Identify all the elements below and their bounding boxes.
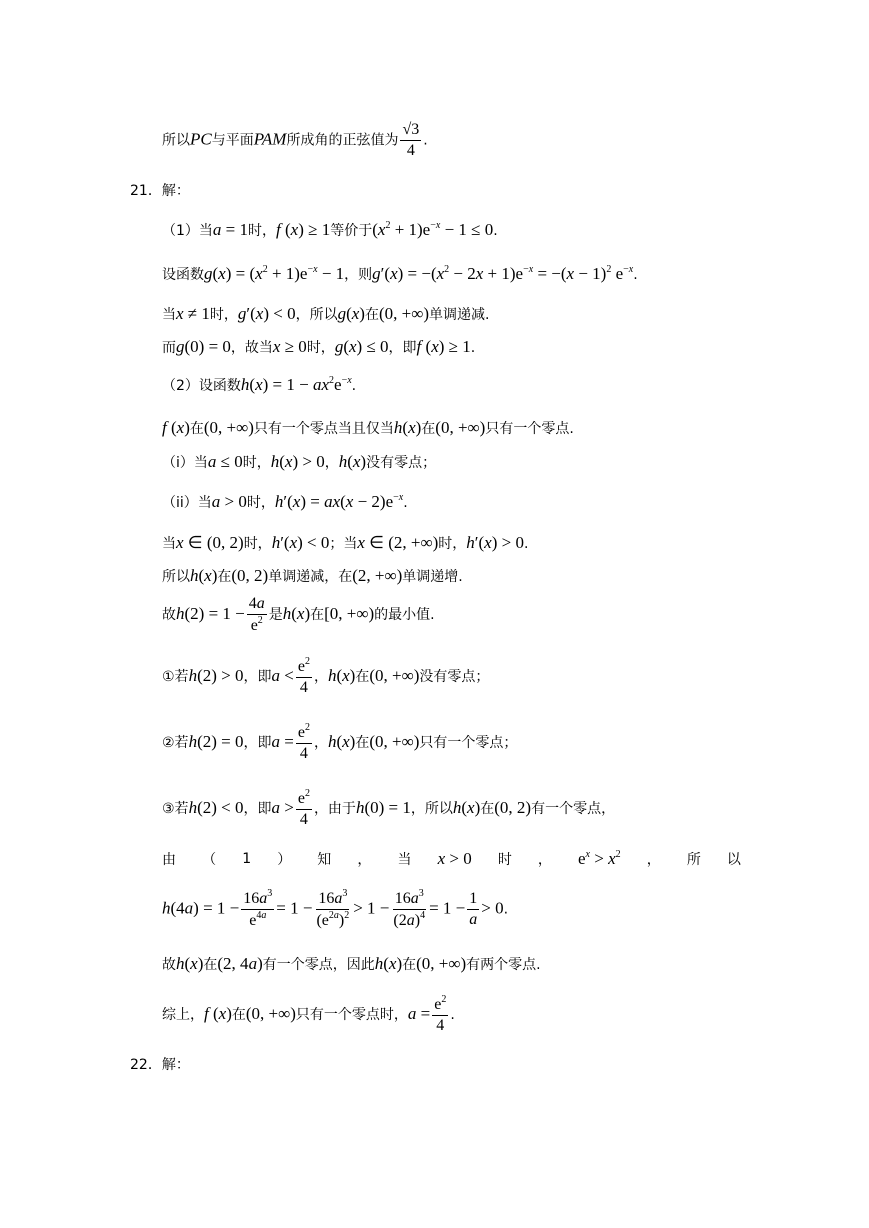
h-monotonic-line: 所以h(x)在(0, 2)单调递减，在(2, +∞)单调递增. (162, 566, 463, 585)
g-definition-line: 设函数$g(x) = (x^2 + 1)e^{-x} - 1$，则$g'(x) = -(x^2 - 2x + 1)e^{-x} = -(x - 1)^2$ $e^{-x}$. (162, 264, 638, 283)
justified-line: 由 （ 1 ） 知 ， 当 x > 0 时 ， $e^x > x^2$ ， 所 以 (162, 849, 741, 868)
part2-statement: （2）设函数$h(x) = 1 - ax^2e^{-x}$. (162, 375, 357, 394)
case-3-line: ③若h(2) < 0，即a > $\frac{e^2}{4}$ ，由于h(0) = 1，所以h(x)在(0, 2)有一个零点， (162, 788, 616, 828)
question-21-heading: 21．解： (130, 183, 190, 199)
equivalence-line: f (x)在(0, +∞)只有一个零点当且仅当h(x)在(0, +∞)只有一个零点. (162, 418, 574, 437)
g-zero-line: 而g(0) = 0，故当x ≥ 0时，g(x) ≤ 0，即f (x) ≥ 1. (162, 337, 476, 356)
case-i-line: （i）当a ≤ 0时，h(x) > 0，h(x)没有零点； (162, 452, 437, 471)
conclusion-line: 所以PC与平面PAM所成角的正弦值为 $\frac{√3}{4}$ . (162, 121, 428, 159)
fraction-sqrt3-over-4: $\frac{√3}{4}$ (402, 121, 420, 159)
minimum-line: 故h(2) = 1 − $\frac{4a}{e^2}$ 是h(x)在[0, +∞)的最小值. (162, 595, 435, 634)
summary-line: 综上，f (x)在(0, +∞)只有一个零点时，a = $\frac{e^2}{4}$ . (162, 994, 455, 1034)
g-monotonic-line: 当x ≠ 1时，g′(x) < 0，所以g(x)在(0, +∞)单调递减. (162, 304, 490, 323)
case-2-line: ②若h(2) = 0，即a = $\frac{e^2}{4}$ ，h(x)在(0, +∞)只有一个零点； (162, 722, 518, 762)
two-zeros-line: 故h(x)在(2, 4a)有一个零点，因此h(x)在(0, +∞)有两个零点. (162, 954, 541, 973)
case-1-line: ①若h(2) > 0，即a < $\frac{e^2}{4}$ ，h(x)在(0, +∞)没有零点； (162, 656, 490, 696)
derivative-sign-line: 当x ∈ (0, 2)时，h′(x) < 0；当x ∈ (2, +∞)时，h′(x) > 0. (162, 533, 529, 552)
question-22-heading: 22．解： (130, 1057, 190, 1073)
part1-statement: （1）当a = 1时，f (x) ≥ 1等价于$(x^2 + 1)e^{-x} - 1 \le 0$. (162, 220, 498, 239)
case-ii-line: （ii）当a > 0时，$h'(x) = ax(x - 2)e^{-x}$. (162, 492, 408, 511)
h4a-inequality-line: h(4a) = 1 − $\frac{16a^3}{e^{4a}}$ = 1 − $\frac{16a^3}{(e^{2a})^2}$ > 1 − $\frac{16a^3}{(2a)^4}$ = 1 − $\frac{1}{a}$ > 0. (162, 888, 509, 929)
